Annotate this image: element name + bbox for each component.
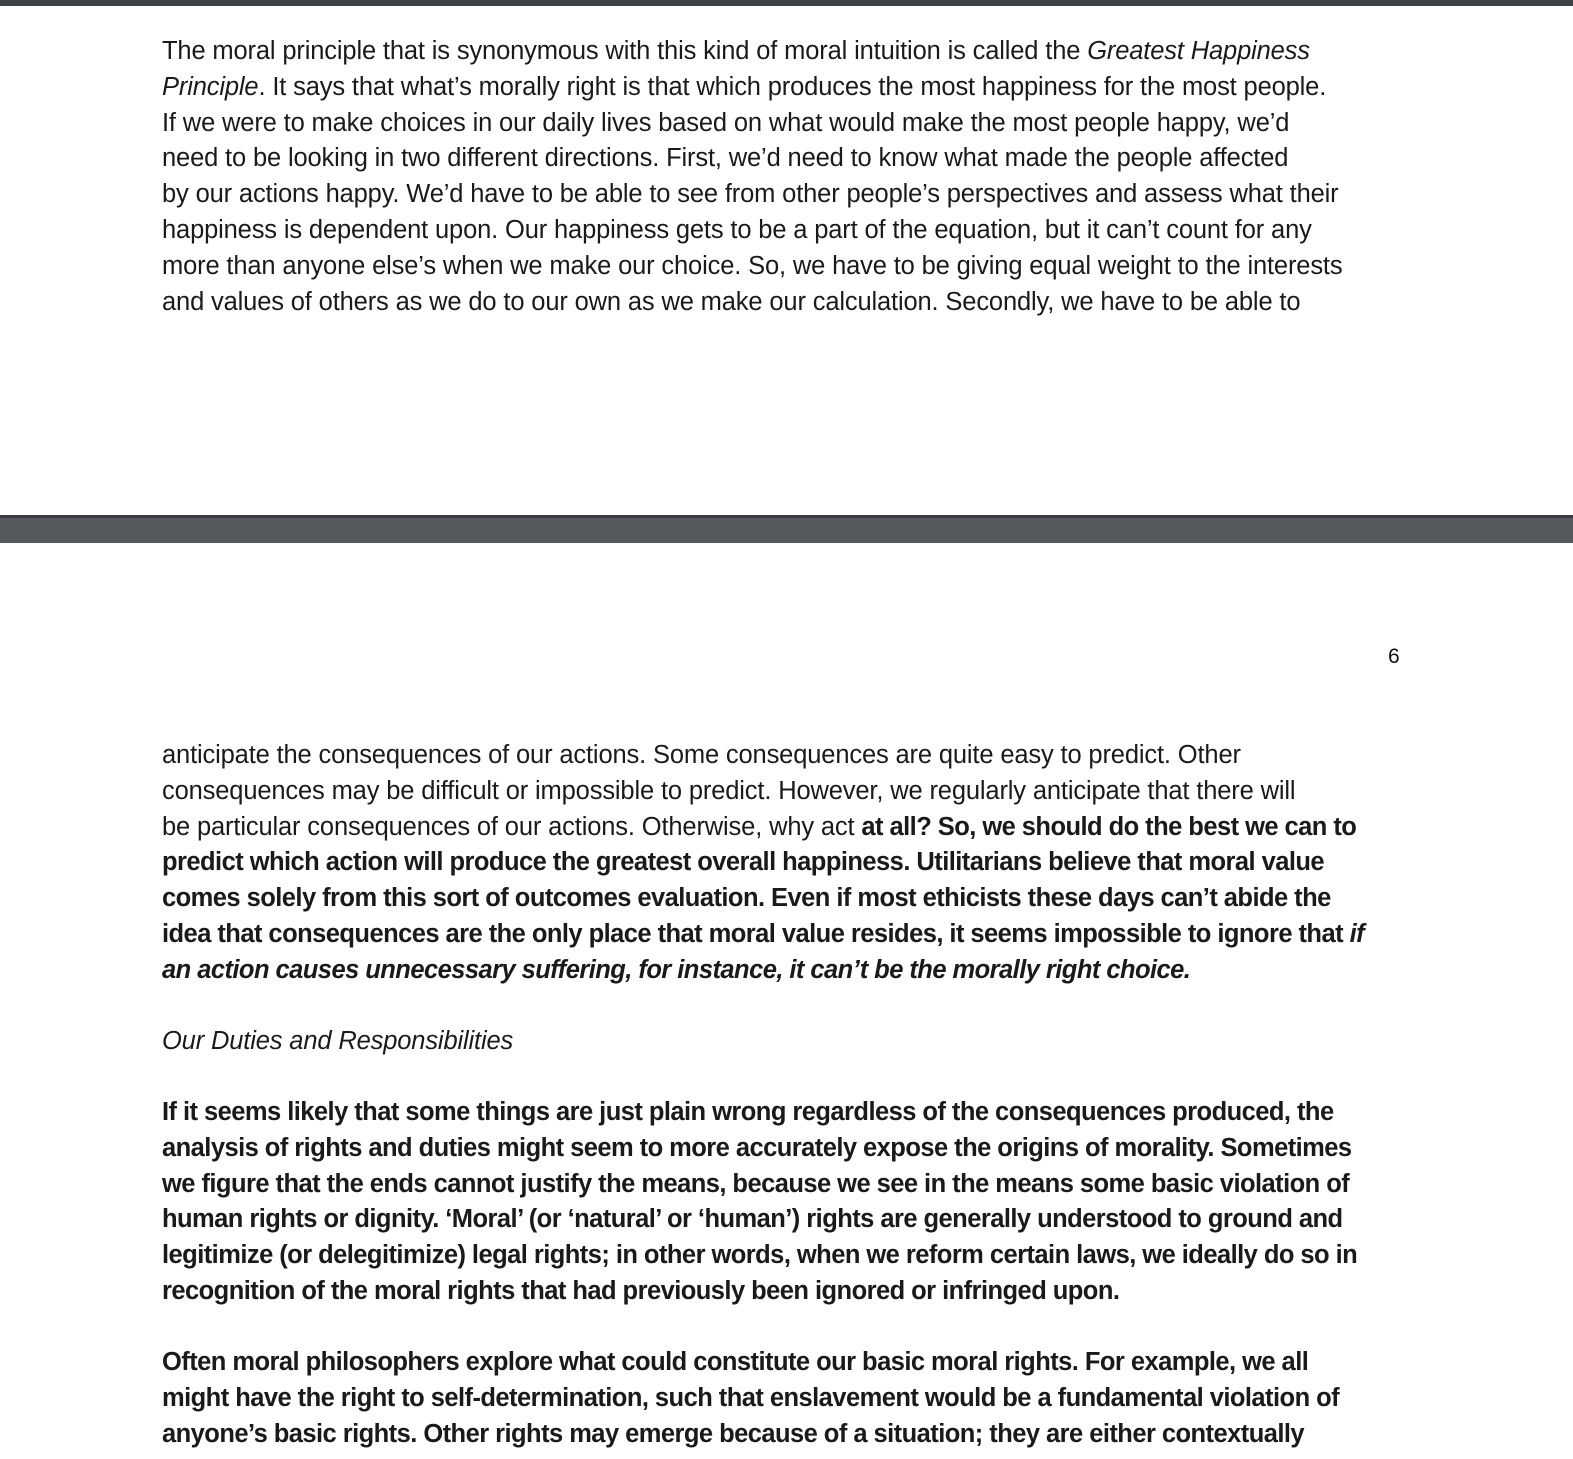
italic-term: Principle	[162, 72, 259, 101]
text-line: recognition of the moral rights that had previously been ignored or infringed upon.	[162, 1276, 1120, 1305]
page-top-edge	[0, 0, 1573, 6]
text-line: predict which action will produce the greatest overall happiness. Utilitarians believe that moral value	[162, 848, 1325, 877]
paragraph-basic-rights	[162, 1345, 1422, 1452]
text-line: legitimize (or delegitimize) legal rights; in other words, when we reform certain laws, we ideally do so in	[162, 1241, 1358, 1270]
text-line: The moral principle that is synonymous with this kind of moral intuition is called the Greatest Happiness	[162, 37, 1310, 65]
text-line: be particular consequences of our actions. Otherwise, why act at all? So, we should do the best we can to	[162, 812, 1357, 841]
text-line: human rights or dignity. ‘Moral’ (or ‘natural’ or ‘human’) rights are generally understood to ground and	[162, 1205, 1343, 1234]
text-line: need to be looking in two different directions. First, we’d need to know what made the people affected	[162, 144, 1289, 173]
paragraph-consequences	[162, 738, 1422, 989]
paragraph-greatest-happiness	[162, 34, 1422, 320]
text-line: more than anyone else’s when we make our choice. So, we have to be giving equal weight to the interests	[162, 251, 1343, 280]
text-line: Principle. It says that what’s morally right is that which produces the most happiness for the most people.	[162, 72, 1327, 101]
text-line: If it seems likely that some things are just plain wrong regardless of the consequences produced, the	[162, 1098, 1334, 1126]
text-line: anticipate the consequences of our actions. Some consequences are quite easy to predict. Other	[162, 741, 1241, 769]
text-line: comes solely from this sort of outcomes evaluation. Even if most ethicists these days can’t abide the	[162, 884, 1331, 913]
text-line: and values of others as we do to our own as we make our calculation. Secondly, we have to be able to	[162, 287, 1301, 316]
text-line: by our actions happy. We’d have to be able to see from other people’s perspectives and assess what their	[162, 180, 1339, 209]
italic-term: Greatest Happiness	[1087, 37, 1310, 65]
text-line: an action causes unnecessary suffering, for instance, it can’t be the morally right choice.	[162, 955, 1191, 984]
page-number: 6	[1388, 645, 1400, 668]
text-line: idea that consequences are the only place that moral value resides, it seems impossible to ignore that if	[162, 919, 1365, 948]
section-heading: Our Duties and Responsibilities	[162, 1027, 514, 1055]
paragraph-rights-duties	[162, 1095, 1422, 1310]
text-line: we figure that the ends cannot justify the means, because we see in the means some basic violation of	[162, 1169, 1350, 1198]
text-line: If we were to make choices in our daily lives based on what would make the most people happy, we’d	[162, 108, 1290, 137]
text-line: happiness is dependent upon. Our happiness gets to be a part of the equation, but it can’t count for any	[162, 215, 1312, 244]
text-line: analysis of rights and duties might seem to more accurately expose the origins of morality. Sometimes	[162, 1133, 1352, 1162]
text-line: consequences may be difficult or impossible to predict. However, we regularly anticipate that there will	[162, 776, 1296, 805]
text-line: Often moral philosophers explore what could constitute our basic moral rights. For example, we all	[162, 1348, 1309, 1376]
page-separator	[0, 515, 1573, 543]
text-line: anyone’s basic rights. Other rights may emerge because of a situation; they are either contextually	[162, 1419, 1305, 1448]
text-line: might have the right to self-determination, such that enslavement would be a fundamental violation of	[162, 1383, 1340, 1412]
